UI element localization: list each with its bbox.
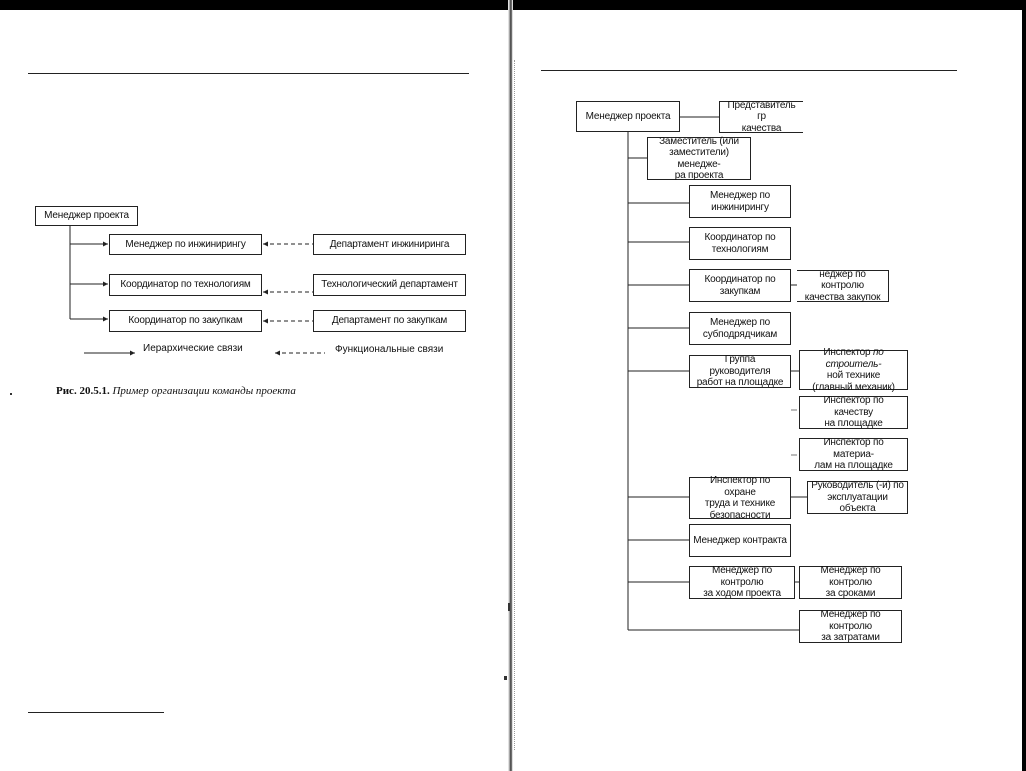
right-box-site-quality-inspector: Инспектор по качеству на площадке (799, 396, 908, 429)
right-box-subcontractor-manager: Менеджер по субподрядчикам (689, 312, 791, 345)
right-box-schedule-manager: Менеджер по контролю за сроками (799, 566, 902, 599)
equipment-inspector-prefix: Инспектор (823, 347, 873, 358)
figure-number: Рис. 20.5.1. (56, 385, 110, 397)
right-box-engineering-manager: Менеджер по инжинирингу (689, 185, 791, 218)
right-box-site-manager-group: Группа руководителя работ на площадке (689, 355, 791, 388)
right-box-procurement-coordinator: Координатор по закупкам (689, 269, 791, 302)
equipment-inspector-italic: по строитель- (825, 347, 884, 370)
scan-speck (504, 676, 507, 680)
scan-speck (508, 603, 510, 611)
right-box-safety-inspector: Инспектор по охране труда и технике безопасности (689, 477, 791, 519)
left-box-engineering-manager: Менеджер по инжинирингу (109, 234, 262, 255)
left-box-technology-department: Технологический департамент (313, 274, 466, 296)
right-box-technology-coordinator: Координатор по технологиям (689, 227, 791, 260)
right-box-contract-manager: Менеджер контракта (689, 524, 791, 557)
left-box-procurement-department: Департамент по закупкам (313, 310, 466, 332)
left-box-procurement-coordinator: Координатор по закупкам (109, 310, 262, 332)
right-box-quality-representative: Представитель гр качества (719, 101, 803, 133)
equipment-inspector-rest: ной технике (главный механик) (812, 370, 895, 393)
right-box-cost-manager: Менеджер по контролю за затратами (799, 610, 902, 643)
right-box-deputy-manager: Заместитель (или заместители) менедже- ра проекта (647, 137, 751, 180)
left-box-project-manager: Менеджер проекта (35, 206, 138, 226)
right-box-progress-manager: Менеджер по контролю за ходом проекта (689, 566, 795, 599)
right-box-site-materials-inspector: Инспектор по материа- лам на площадке (799, 438, 908, 471)
figure-title: Пример организации команды проекта (109, 385, 296, 397)
legend-hierarchical-label: Иерархические связи (143, 343, 243, 354)
right-box-project-manager: Менеджер проекта (576, 101, 680, 132)
right-box-procurement-quality-manager: неджер по контролю качества закупок (797, 270, 889, 302)
legend-functional-label: Функциональные связи (335, 344, 444, 355)
left-box-technology-coordinator: Координатор по технологиям (109, 274, 262, 296)
left-box-engineering-department: Департамент инжиниринга (313, 234, 466, 255)
right-box-operations-manager: Руководитель (-и) по эксплуатации объекта (807, 481, 908, 514)
right-box-equipment-inspector (799, 347, 908, 393)
